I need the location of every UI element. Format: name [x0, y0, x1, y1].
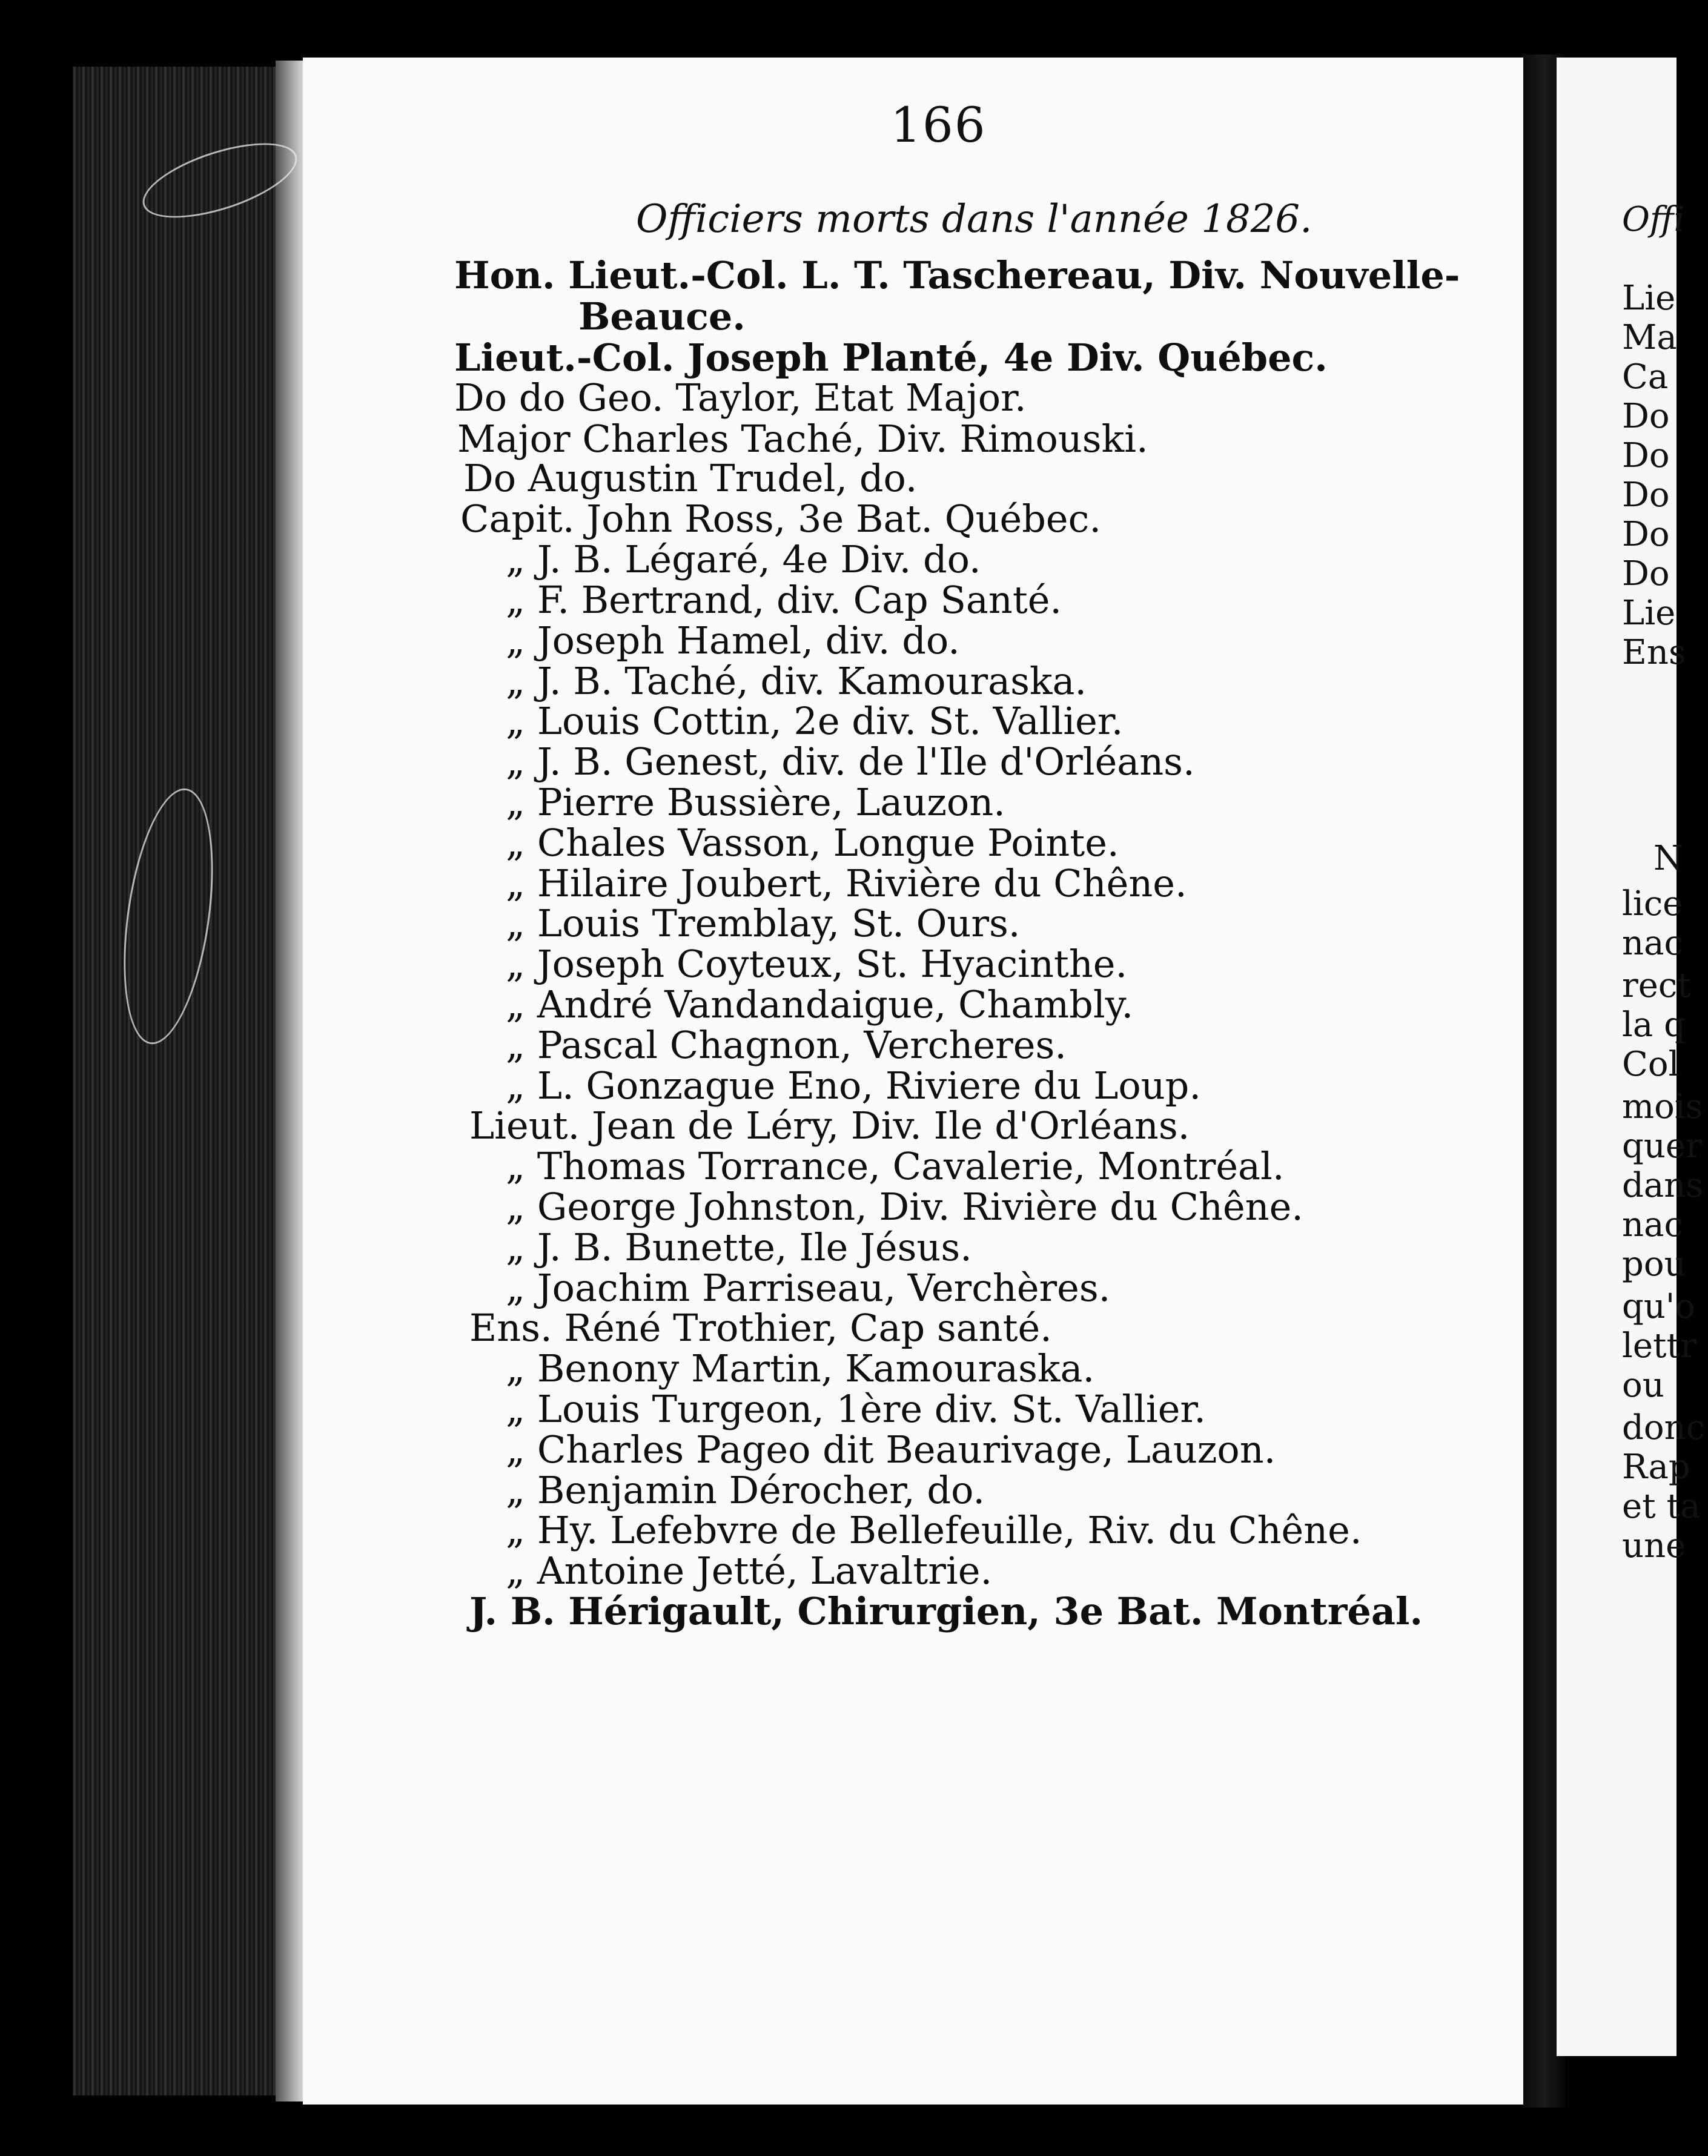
list-item: „ Hy. Lefebvre de Bellefeuille, Riv. du Chêne. — [506, 1508, 1362, 1552]
page-number: 166 — [890, 97, 987, 153]
list-item: „ Louis Cottin, 2e div. St. Vallier. — [506, 699, 1124, 743]
facing-line: quer — [1622, 1126, 1702, 1166]
facing-line: Rap — [1622, 1447, 1690, 1487]
facing-line: Ens — [1622, 633, 1686, 672]
facing-line: rect — [1622, 966, 1691, 1005]
facing-line: pou — [1622, 1245, 1686, 1284]
list-item: „ Pascal Chagnon, Vercheres. — [506, 1023, 1067, 1067]
list-item: Major Charles Taché, Div. Rimouski. — [457, 417, 1148, 461]
list-item: Beauce. — [578, 294, 746, 339]
facing-line: une — [1622, 1526, 1686, 1566]
facing-line: Do — [1622, 515, 1670, 554]
facing-heading: Offi — [1622, 200, 1685, 239]
list-item: „ L. Gonzague Eno, Riviere du Loup. — [506, 1063, 1202, 1108]
facing-line: nac — [1622, 924, 1683, 963]
list-item: „ Louis Tremblay, St. Ours. — [506, 901, 1021, 945]
facing-line: donc — [1622, 1408, 1705, 1447]
list-item: „ Joseph Coyteux, St. Hyacinthe. — [506, 942, 1128, 986]
facing-line: Do — [1622, 475, 1670, 515]
list-item: J. B. Hérigault, Chirurgien, 3e Bat. Montréal. — [469, 1589, 1423, 1633]
list-item: „ George Johnston, Div. Rivière du Chêne. — [506, 1185, 1303, 1229]
list-item: „ J. B. Taché, div. Kamouraska. — [506, 659, 1087, 703]
list-item: Lieut.-Col. Joseph Planté, 4e Div. Québec. — [454, 336, 1328, 380]
list-item: „ J. B. Bunette, Ile Jésus. — [506, 1225, 972, 1269]
list-item: „ Thomas Torrance, Cavalerie, Montréal. — [506, 1144, 1285, 1188]
list-item: Lieut. Jean de Léry, Div. Ile d'Orléans. — [469, 1103, 1190, 1148]
list-item: „ J. B. Genest, div. de l'Ile d'Orléans. — [506, 739, 1195, 784]
list-item: „ Louis Turgeon, 1ère div. St. Vallier. — [506, 1387, 1206, 1431]
list-item: „ Charles Pageo dit Beaurivage, Lauzon. — [506, 1427, 1276, 1472]
facing-line: Do — [1622, 554, 1670, 594]
list-item: „ Benjamin Dérocher, do. — [506, 1468, 985, 1512]
facing-line: lice — [1622, 884, 1683, 924]
facing-line: Do — [1622, 397, 1670, 436]
facing-line: qu'o — [1622, 1287, 1696, 1326]
list-item: „ André Vandandaigue, Chambly. — [506, 982, 1134, 1027]
list-item: Do do Geo. Taylor, Etat Major. — [454, 375, 1027, 420]
list-item: „ Pierre Bussière, Lauzon. — [506, 780, 1005, 824]
list-item: „ Chales Vasson, Longue Pointe. — [506, 821, 1119, 865]
list-item: „ Antoine Jetté, Lavaltrie. — [506, 1549, 993, 1593]
list-item: „ Benony Martin, Kamouraska. — [506, 1346, 1095, 1390]
facing-line: Do — [1622, 436, 1670, 475]
facing-line: Ca — [1622, 357, 1669, 397]
list-item: Ens. Réné Trothier, Cap santé. — [469, 1306, 1052, 1350]
facing-line: Ma — [1622, 318, 1677, 357]
facing-line: dans — [1622, 1166, 1704, 1205]
list-item: Hon. Lieut.-Col. L. T. Taschereau, Div. Nouvelle- — [454, 253, 1460, 297]
page-heading: Officiers morts dans l'année 1826. — [636, 197, 1312, 242]
list-item: „ Hilaire Joubert, Rivière du Chêne. — [506, 861, 1187, 905]
list-item: Capit. John Ross, 3e Bat. Québec. — [460, 497, 1102, 541]
facing-line: lettr — [1622, 1326, 1696, 1366]
facing-line: et ta — [1622, 1487, 1701, 1526]
facing-line: N — [1653, 839, 1683, 878]
facing-line: nac — [1622, 1205, 1683, 1245]
facing-line: Lie — [1622, 594, 1676, 633]
list-item: „ Joachim Parriseau, Verchères. — [506, 1266, 1111, 1310]
facing-line: la q — [1622, 1005, 1686, 1045]
facing-line: ou — [1622, 1366, 1664, 1405]
facing-line: mois — [1622, 1087, 1703, 1126]
list-item: Do Augustin Trudel, do. — [463, 456, 918, 500]
list-item: „ J. B. Légaré, 4e Div. do. — [506, 537, 981, 581]
list-item: „ F. Bertrand, div. Cap Santé. — [506, 578, 1062, 622]
facing-line: Lie — [1622, 279, 1676, 318]
list-item: „ Joseph Hamel, div. do. — [506, 618, 960, 663]
facing-line: Col — [1622, 1045, 1680, 1084]
